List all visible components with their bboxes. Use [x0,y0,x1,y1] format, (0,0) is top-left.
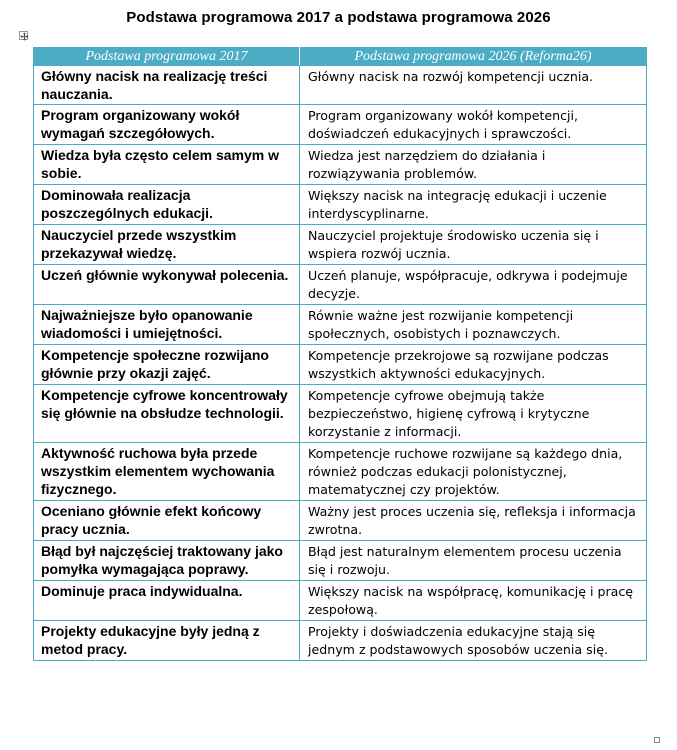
cell-2017: Błąd był najczęściej traktowany jako pomyłka wymagająca poprawy. [34,541,300,581]
table-row [34,185,647,225]
table-row [34,305,647,345]
cell-2026: Większy nacisk na współpracę, komunikację i pracę zespołową. [300,581,647,621]
column-header-2017: Podstawa programowa 2017 [34,48,300,66]
cell-2026: Błąd jest naturalnym elementem procesu uczenia się i rozwoju. [300,541,647,581]
table-row [34,581,647,621]
cell-2017: Kompetencje społeczne rozwijano głównie przy okazji zajęć. [34,345,300,385]
cell-2026: Kompetencje cyfrowe obejmują także bezpieczeństwo, higienę cyfrową i krytyczne korzystanie z informacji. [300,385,647,443]
cell-2026: Nauczyciel projektuje środowisko uczenia się i wspiera rozwój ucznia. [300,225,647,265]
cell-2017: Program organizowany wokół wymagań szczegółowych. [34,105,300,145]
cell-2017: Główny nacisk na realizację treści nauczania. [34,66,300,105]
table-row [34,385,647,443]
table-row [34,501,647,541]
cell-2026: Ważny jest proces uczenia się, refleksja i informacja zwrotna. [300,501,647,541]
table-row [34,66,647,105]
cell-2026: Kompetencje przekrojowe są rozwijane podczas wszystkich aktywności edukacyjnych. [300,345,647,385]
table-header-row [34,48,647,66]
move-arrows-icon [20,32,29,41]
cell-2026: Równie ważne jest rozwijanie kompetencji społecznych, osobistych i poznawczych. [300,305,647,345]
table-row [34,541,647,581]
cell-2026: Uczeń planuje, współpracuje, odkrywa i podejmuje decyzje. [300,265,647,305]
document-title: Podstawa programowa 2017 a podstawa programowa 2026 [126,9,551,26]
cell-2026: Kompetencje ruchowe rozwijane są każdego dnia, również podczas edukacji polonistycznej, matematycznej czy projektów. [300,443,647,501]
cell-2017: Wiedza była często celem samym w sobie. [34,145,300,185]
cell-2017: Nauczyciel przede wszystkim przekazywał wiedzę. [34,225,300,265]
table-row [34,105,647,145]
cell-2026: Główny nacisk na rozwój kompetencji ucznia. [300,66,647,105]
cell-2017: Projekty edukacyjne były jedną z metod pracy. [34,621,300,661]
column-header-2026: Podstawa programowa 2026 (Reforma26) [300,48,647,66]
cell-2017: Dominowała realizacja poszczególnych edukacji. [34,185,300,225]
cell-2017: Oceniano głównie efekt końcowy pracy ucznia. [34,501,300,541]
cell-2017: Dominuje praca indywidualna. [34,581,300,621]
cell-2017: Kompetencje cyfrowe koncentrowały się głównie na obsłudze technologii. [34,385,300,443]
table-row [34,443,647,501]
cell-2026: Program organizowany wokół kompetencji, doświadczeń edukacyjnych i sprawczości. [300,105,647,145]
comparison-table [33,47,647,661]
cell-2017: Najważniejsze było opanowanie wiadomości i umiejętności. [34,305,300,345]
table-move-handle[interactable] [19,31,28,40]
table-row [34,345,647,385]
cell-2026: Wiedza jest narzędziem do działania i rozwiązywania problemów. [300,145,647,185]
table-resize-handle[interactable] [654,737,660,743]
cell-2017: Uczeń głównie wykonywał polecenia. [34,265,300,305]
cell-2017: Aktywność ruchowa była przede wszystkim elementem wychowania fizycznego. [34,443,300,501]
table-row [34,621,647,661]
table-row [34,265,647,305]
table-row [34,225,647,265]
table-row [34,145,647,185]
cell-2026: Projekty i doświadczenia edukacyjne stają się jednym z podstawowych sposobów uczenia się. [300,621,647,661]
cell-2026: Większy nacisk na integrację edukacji i uczenie interdyscyplinarne. [300,185,647,225]
